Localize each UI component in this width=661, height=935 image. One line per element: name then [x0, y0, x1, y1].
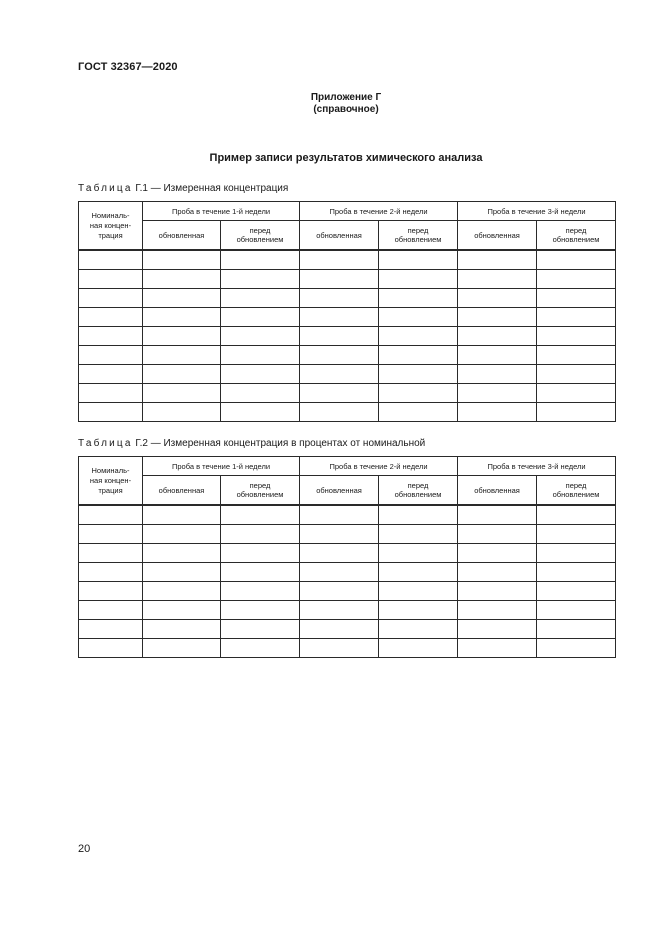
table-cell [221, 601, 300, 620]
header-updated: обновленная [300, 221, 379, 251]
table-cell [379, 505, 458, 525]
table-row [79, 505, 616, 525]
table-cell [537, 620, 616, 639]
table-caption-prefix: Таблица [78, 438, 133, 449]
table-cell [300, 403, 379, 422]
table-cell [458, 563, 537, 582]
table-cell [458, 365, 537, 384]
table-cell [300, 308, 379, 327]
table-cell [537, 250, 616, 270]
table-cell [143, 308, 221, 327]
table-row [79, 525, 616, 544]
table-row [79, 403, 616, 422]
table-cell [143, 505, 221, 525]
table-row [79, 346, 616, 365]
table-cell [79, 384, 143, 403]
table-row [79, 384, 616, 403]
table-cell [221, 270, 300, 289]
header-before-update: перед обновлением [537, 221, 616, 251]
table-cell [458, 403, 537, 422]
table-cell [537, 289, 616, 308]
table-cell [537, 403, 616, 422]
table-g2 [78, 456, 616, 658]
page-number: 20 [78, 843, 91, 855]
table-cell [221, 346, 300, 365]
table-row [79, 289, 616, 308]
header-updated: обновленная [458, 221, 537, 251]
table-cell [458, 620, 537, 639]
header-week-1: Проба в течение 1-й недели [143, 457, 300, 476]
table-cell [379, 563, 458, 582]
header-updated: обновленная [300, 476, 379, 506]
table-cell [458, 270, 537, 289]
table-cell [79, 544, 143, 563]
table-cell [143, 639, 221, 658]
table-cell [221, 384, 300, 403]
table-row [79, 582, 616, 601]
table-cell [379, 525, 458, 544]
table-cell [79, 620, 143, 639]
table-cell [143, 289, 221, 308]
appendix-title: Приложение Г [310, 92, 382, 103]
table-cell [221, 620, 300, 639]
table-cell [300, 639, 379, 658]
table-cell [458, 544, 537, 563]
table-cell [300, 544, 379, 563]
table-cell [379, 270, 458, 289]
table-g2-body [79, 505, 616, 658]
table-cell [221, 365, 300, 384]
appendix-heading [0, 92, 661, 116]
header-before-update: перед обновлением [379, 476, 458, 506]
table-cell [379, 384, 458, 403]
table-caption-g2 [78, 438, 425, 449]
table-caption-g1 [78, 183, 288, 194]
table-cell [300, 620, 379, 639]
table-g1-body [79, 250, 616, 422]
header-updated: обновленная [143, 476, 221, 506]
table-cell [537, 505, 616, 525]
table-cell [79, 563, 143, 582]
table-row [79, 250, 616, 270]
document-code: ГОСТ 32367—2020 [78, 61, 178, 73]
table-cell [458, 250, 537, 270]
header-nominal-concentration: Номиналь- ная концен- трация [79, 457, 143, 506]
header-week-1: Проба в течение 1-й недели [143, 202, 300, 221]
table-cell [79, 505, 143, 525]
table-cell [458, 525, 537, 544]
table-cell [300, 601, 379, 620]
table-cell [537, 563, 616, 582]
table-cell [143, 563, 221, 582]
table-cell [379, 289, 458, 308]
table-cell [379, 639, 458, 658]
table-cell [79, 308, 143, 327]
table-cell [379, 250, 458, 270]
table-cell [143, 346, 221, 365]
table-cell [79, 582, 143, 601]
table-cell [143, 582, 221, 601]
table-row [79, 327, 616, 346]
table-caption-prefix: Таблица [78, 183, 133, 194]
table-cell [458, 582, 537, 601]
table-row [79, 544, 616, 563]
table-row [79, 601, 616, 620]
table-cell [221, 289, 300, 308]
table-cell [300, 582, 379, 601]
table-cell [143, 250, 221, 270]
section-title: Пример записи результатов химического анализа [209, 152, 483, 164]
table-cell [458, 308, 537, 327]
table-cell [300, 384, 379, 403]
table-caption-text: Г.2 — Измеренная концентрация в процентах от номинальной [132, 438, 426, 449]
table-cell [143, 620, 221, 639]
table-cell [221, 525, 300, 544]
table-cell [537, 582, 616, 601]
table-cell [143, 601, 221, 620]
table-cell [79, 601, 143, 620]
table-cell [221, 544, 300, 563]
table-cell [537, 384, 616, 403]
table-cell [79, 365, 143, 384]
table-caption-text: Г.1 — Измеренная концентрация [132, 183, 289, 194]
table-cell [379, 544, 458, 563]
table-cell [79, 270, 143, 289]
table-cell [79, 525, 143, 544]
table-cell [537, 601, 616, 620]
table-cell [458, 384, 537, 403]
table-cell [221, 327, 300, 346]
table-cell [143, 270, 221, 289]
table-cell [537, 346, 616, 365]
table-g1 [78, 201, 616, 422]
header-nominal-concentration: Номиналь- ная концен- трация [79, 202, 143, 251]
table-cell [458, 327, 537, 346]
table-cell [300, 289, 379, 308]
table-cell [221, 505, 300, 525]
appendix-subtitle: (справочное) [313, 104, 379, 115]
table-cell [221, 308, 300, 327]
table-cell [537, 308, 616, 327]
table-cell [143, 525, 221, 544]
table-cell [379, 601, 458, 620]
table-cell [221, 639, 300, 658]
table-cell [143, 327, 221, 346]
table-cell [300, 525, 379, 544]
header-week-3: Проба в течение 3-й недели [458, 202, 616, 221]
table-cell [458, 639, 537, 658]
table-cell [537, 544, 616, 563]
header-updated: обновленная [458, 476, 537, 506]
header-before-update: перед обновлением [379, 221, 458, 251]
table-cell [300, 250, 379, 270]
header-before-update: перед обновлением [221, 476, 300, 506]
table-cell [221, 582, 300, 601]
table-cell [300, 505, 379, 525]
table-cell [300, 563, 379, 582]
table-cell [379, 403, 458, 422]
table-cell [458, 289, 537, 308]
table-cell [221, 403, 300, 422]
header-before-update: перед обновлением [221, 221, 300, 251]
table-cell [379, 308, 458, 327]
table-cell [79, 346, 143, 365]
table-row [79, 639, 616, 658]
table-cell [221, 563, 300, 582]
header-before-update: перед обновлением [537, 476, 616, 506]
table-cell [458, 601, 537, 620]
table-cell [300, 327, 379, 346]
table-cell [537, 639, 616, 658]
table-cell [300, 365, 379, 384]
table-cell [537, 327, 616, 346]
table-cell [143, 384, 221, 403]
table-cell [143, 365, 221, 384]
table-cell [379, 327, 458, 346]
table-cell [300, 270, 379, 289]
header-week-3: Проба в течение 3-й недели [458, 457, 616, 476]
table-row [79, 563, 616, 582]
table-cell [300, 346, 379, 365]
table-cell [79, 639, 143, 658]
table-cell [79, 250, 143, 270]
table-cell [458, 346, 537, 365]
table-cell [379, 582, 458, 601]
table-row [79, 620, 616, 639]
table-cell [379, 620, 458, 639]
table-cell [79, 403, 143, 422]
table-cell [458, 505, 537, 525]
table-row [79, 270, 616, 289]
table-cell [221, 250, 300, 270]
table-row [79, 308, 616, 327]
table-cell [379, 346, 458, 365]
table-cell [79, 327, 143, 346]
table-cell [537, 270, 616, 289]
table-cell [143, 403, 221, 422]
table-cell [143, 544, 221, 563]
table-cell [537, 365, 616, 384]
header-updated: обновленная [143, 221, 221, 251]
table-cell [537, 525, 616, 544]
header-week-2: Проба в течение 2-й недели [300, 202, 458, 221]
table-row [79, 365, 616, 384]
table-cell [379, 365, 458, 384]
header-week-2: Проба в течение 2-й недели [300, 457, 458, 476]
table-cell [79, 289, 143, 308]
